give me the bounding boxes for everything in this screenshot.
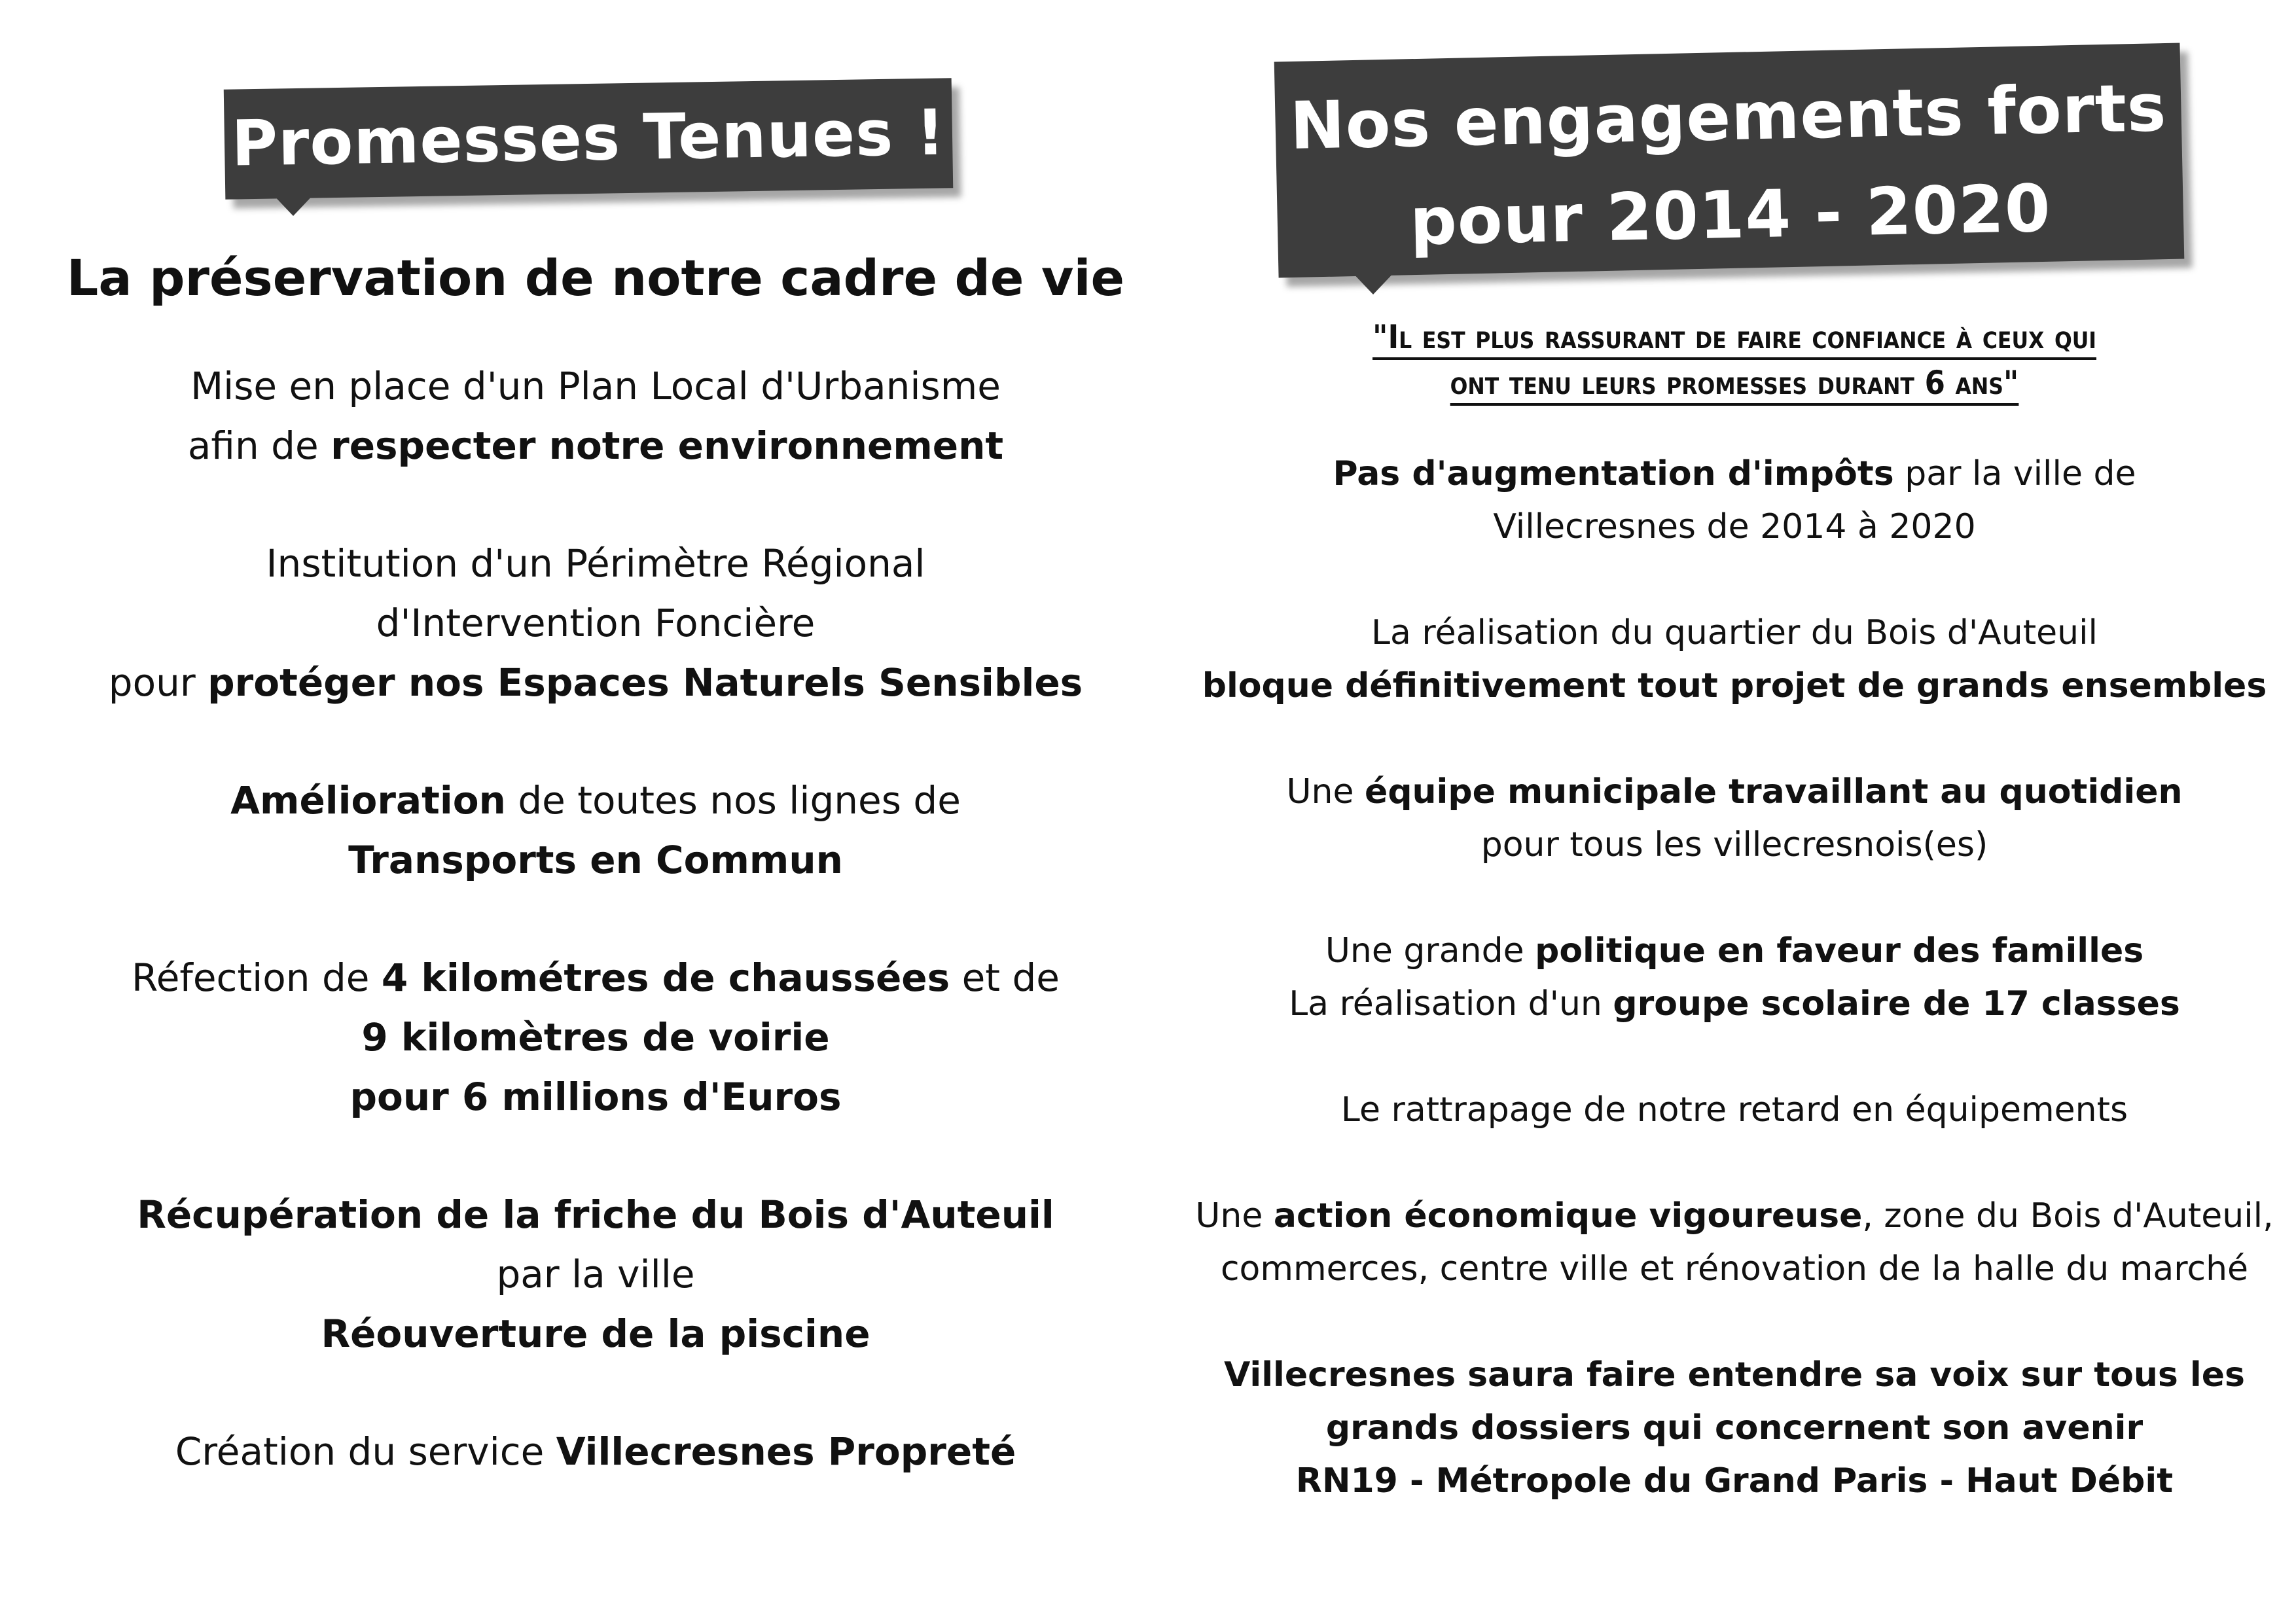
left-item-friche-line2: par la ville — [496, 1252, 695, 1296]
right-item-impots — [1178, 448, 2291, 554]
left-item-perimetre-line3 — [39, 653, 1152, 713]
right-item-economique-line1 — [1178, 1190, 2291, 1243]
right-item-familles-line1 — [1178, 925, 2291, 978]
text-plain: afin de — [187, 423, 331, 468]
right-item-voix-line3 — [1178, 1455, 2291, 1508]
text-plain: par la ville de — [1893, 454, 2136, 493]
left-item-chaussees — [39, 948, 1152, 1127]
right-item-voix-line2 — [1178, 1402, 2291, 1455]
banner-title-right-line2: pour 2014 - 2020 — [1408, 169, 2052, 260]
text-plain: Une — [1195, 1196, 1274, 1236]
text-plain: et de — [950, 955, 1060, 1000]
right-item-impots-line1 — [1178, 448, 2291, 501]
text-plain: Création du service — [175, 1429, 556, 1474]
left-item-chaussees-line1 — [39, 948, 1152, 1008]
right-quote — [1178, 314, 2291, 406]
left-item-chaussees-line2 — [39, 1008, 1152, 1067]
text-plain: , zone du Bois d'Auteuil, — [1862, 1196, 2274, 1236]
right-column — [1178, 314, 2291, 1561]
left-item-transports-line1 — [39, 771, 1152, 830]
right-item-equipe-line2: pour tous les villecresnois(es) — [1480, 825, 1988, 865]
left-item-perimetre — [39, 534, 1152, 713]
right-item-equipements — [1178, 1084, 2291, 1137]
right-item-equipe — [1178, 766, 2291, 872]
text-bold: respecter notre environnement — [331, 423, 1004, 468]
right-item-impots-line2: Villecresnes de 2014 à 2020 — [1493, 507, 1976, 546]
right-item-economique — [1178, 1190, 2291, 1296]
text-bold: Amélioration — [230, 778, 506, 823]
left-item-proprete — [39, 1422, 1152, 1482]
left-item-transports — [39, 771, 1152, 890]
left-heading: La préservation de notre cadre de vie — [66, 249, 1125, 307]
right-item-equipe-line1 — [1178, 766, 2291, 819]
left-item-proprete-line1 — [39, 1422, 1152, 1482]
right-quote-line1: "Il est plus rassurant de faire confiance à ceux qui — [1372, 318, 2096, 356]
right-item-quartier-line2 — [1178, 660, 2291, 713]
speech-bubble-tail-right — [1350, 270, 1397, 294]
left-item-perimetre-line2: d'Intervention Foncière — [376, 601, 816, 645]
left-item-friche-line3 — [39, 1304, 1152, 1364]
text-bold: pour 6 millions d'Euros — [350, 1075, 842, 1119]
text-plain: Une — [1286, 772, 1365, 812]
text-plain: La réalisation d'un — [1289, 984, 1613, 1024]
text-bold: action économique vigoureuse — [1273, 1196, 1863, 1236]
right-item-familles-line2 — [1178, 978, 2291, 1031]
speech-bubble-tail-left — [270, 191, 317, 216]
text-bold: Transports en Commun — [348, 838, 843, 882]
banner-title-left: Promesses Tenues ! — [230, 96, 946, 181]
text-bold: RN19 - Métropole du Grand Paris - Haut Débit — [1295, 1461, 2174, 1501]
engagements-banner — [1274, 43, 2185, 278]
left-item-plu-line2 — [39, 416, 1152, 476]
text-bold: Pas d'augmentation d'impôts — [1333, 454, 1894, 493]
left-item-perimetre-line1: Institution d'un Périmètre Régional — [266, 541, 925, 586]
text-bold: Villecresnes saura faire entendre sa voix sur tous les — [1224, 1355, 2245, 1395]
text-bold: 4 kilométres de chaussées — [381, 955, 950, 1000]
text-bold: bloque définitivement tout projet de grands ensembles — [1202, 666, 2267, 705]
text-bold: équipe municipale travaillant au quotidien — [1365, 772, 2183, 812]
text-bold: Récupération de la friche du Bois d'Auteuil — [137, 1192, 1054, 1237]
text-bold: groupe scolaire de 17 classes — [1613, 984, 2180, 1024]
right-item-quartier — [1178, 607, 2291, 713]
left-column — [39, 245, 1152, 1540]
right-item-quartier-line1: La réalisation du quartier du Bois d'Auteuil — [1371, 613, 2098, 652]
left-item-transports-line2 — [39, 830, 1152, 890]
text-bold: grands dossiers qui concernent son avenir — [1325, 1408, 2144, 1448]
text-bold: protéger nos Espaces Naturels Sensibles — [207, 660, 1083, 705]
text-plain: pour — [108, 660, 208, 705]
text-bold: Réouverture de la piscine — [321, 1311, 870, 1356]
right-item-voix-line1 — [1178, 1349, 2291, 1402]
left-item-plu — [39, 357, 1152, 476]
right-item-economique-line2: commerces, centre ville et rénovation de la halle du marché — [1220, 1249, 2249, 1289]
banner-title-right-line1: Nos engagements forts — [1289, 69, 2168, 165]
text-plain: Réfection de — [132, 955, 382, 1000]
banner-title-right — [1274, 59, 2184, 274]
text-plain: de toutes nos lignes de — [505, 778, 961, 823]
text-bold: politique en faveur des familles — [1535, 931, 2144, 971]
right-item-equipements-line1: Le rattrapage de notre retard en équipements — [1340, 1090, 2128, 1130]
left-item-plu-line1: Mise en place d'un Plan Local d'Urbanisme — [190, 364, 1001, 408]
right-quote-line2: ont tenu leurs promesses durant 6 ans" — [1450, 364, 2019, 402]
left-item-friche — [39, 1185, 1152, 1364]
left-item-chaussees-line3 — [39, 1067, 1152, 1127]
right-item-voix — [1178, 1349, 2291, 1508]
text-plain: Une grande — [1325, 931, 1535, 971]
text-bold: Villecresnes Propreté — [556, 1429, 1016, 1474]
promesses-tenues-banner — [224, 78, 954, 199]
right-item-familles — [1178, 925, 2291, 1031]
text-bold: 9 kilomètres de voirie — [361, 1015, 830, 1060]
left-item-friche-line1 — [39, 1185, 1152, 1245]
